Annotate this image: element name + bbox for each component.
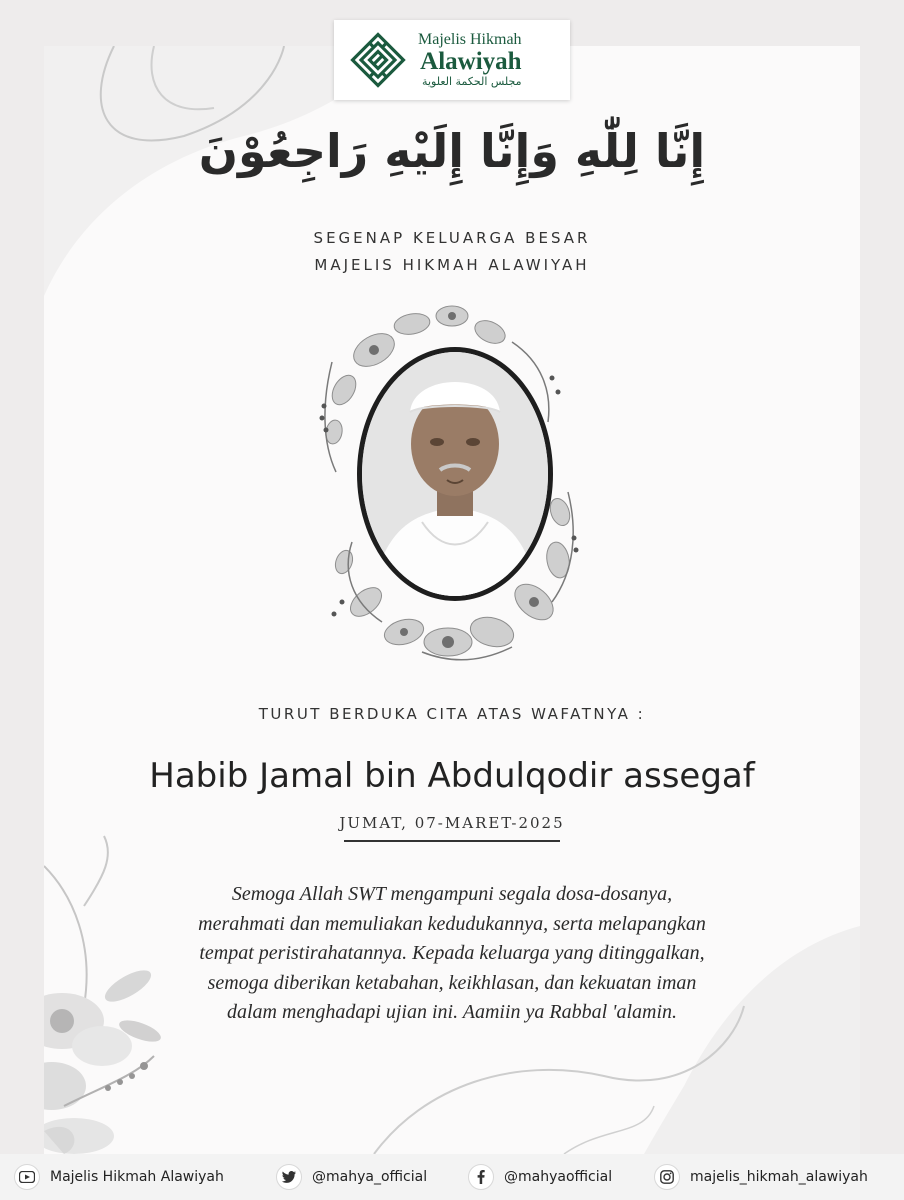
facebook-label: @mahyaofficial <box>504 1169 613 1185</box>
prayer-line: merahmati dan memuliakan kedudukannya, serta melapangkan <box>198 912 706 935</box>
instagram-label: majelis_hikmah_alawiyah <box>690 1169 868 1185</box>
prayer-line: semoga diberikan ketabahan, keikhlasan, dan kekuatan iman <box>207 971 697 994</box>
arabic-calligraphy: إِنَّا لِلّٰهِ وَإِنَّا إِلَيْهِ رَاجِعُوْنَ <box>198 124 706 178</box>
instagram-icon <box>654 1164 680 1190</box>
youtube-link[interactable] <box>14 1164 224 1190</box>
condolence-label: TURUT BERDUKA CITA ATAS WAFATNYA : <box>258 705 646 723</box>
logo-text-arabic: مجلس الحكمة العلوية <box>422 75 522 88</box>
logo-text-line2: Alawiyah <box>420 48 522 75</box>
logo-text-line1: Majelis Hikmah <box>418 31 522 48</box>
prayer-paragraph <box>130 880 774 1028</box>
prayer-line: Semoga Allah SWT mengampuni segala dosa-dosanya, <box>231 883 673 905</box>
social-footer <box>0 1154 904 1200</box>
twitter-icon <box>276 1164 302 1190</box>
portrait-figure <box>362 352 548 596</box>
date-underline <box>344 840 560 842</box>
portrait-photo <box>357 347 553 601</box>
org-logo <box>334 20 570 100</box>
twitter-label: @mahya_official <box>312 1169 428 1185</box>
youtube-label: Majelis Hikmah Alawiyah <box>50 1169 224 1185</box>
deceased-name: Habib Jamal bin Abdulqodir assegaf <box>149 756 755 796</box>
portrait-frame <box>312 302 588 670</box>
logo-mark-icon <box>348 30 408 90</box>
prayer-line: tempat peristirahatannya. Kepada keluarga yang ditinggalkan, <box>199 942 705 964</box>
facebook-icon <box>468 1164 494 1190</box>
youtube-icon <box>14 1164 40 1190</box>
prayer-line: dalam menghadapi ujian ini. Aamiin ya Rabbal 'alamin. <box>227 1001 677 1023</box>
death-date: JUMAT, 07-MARET-2025 <box>339 814 565 832</box>
twitter-link[interactable] <box>276 1164 427 1190</box>
facebook-link[interactable] <box>468 1164 612 1190</box>
header-line2: MAJELIS HIKMAH ALAWIYAH <box>314 256 590 274</box>
instagram-link[interactable] <box>654 1164 868 1190</box>
header-line1: SEGENAP KELUARGA BESAR <box>313 229 591 247</box>
